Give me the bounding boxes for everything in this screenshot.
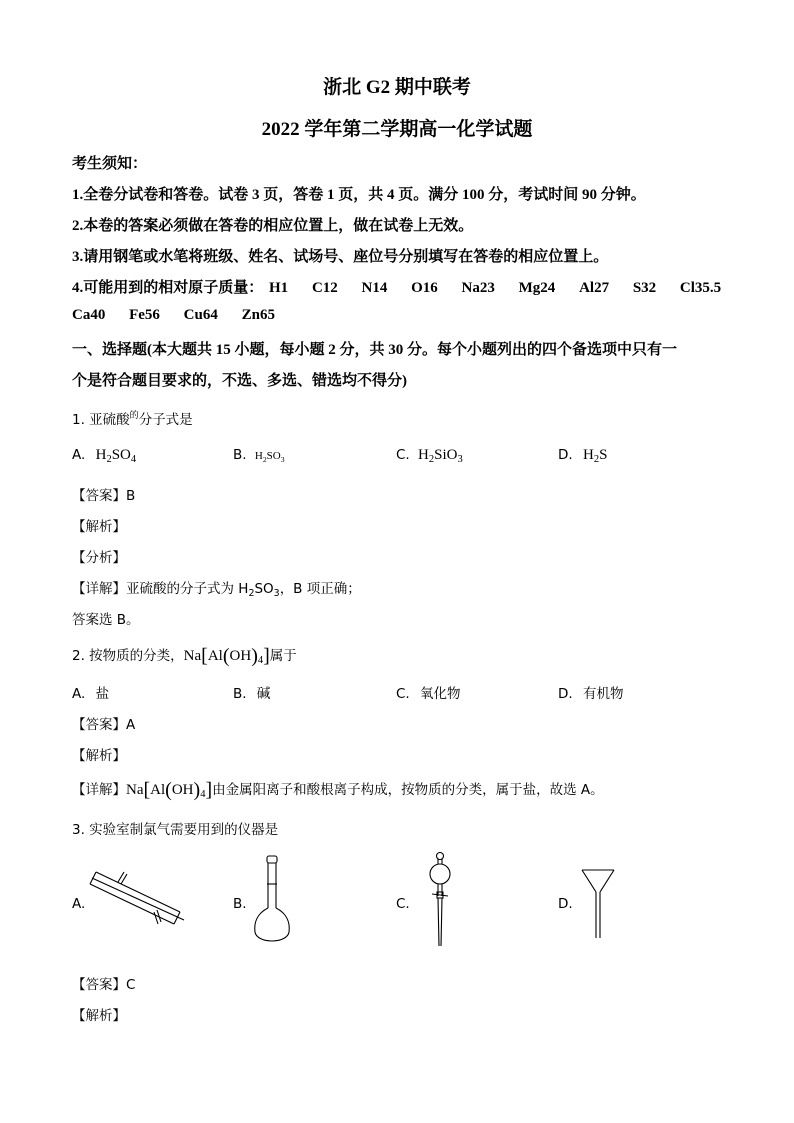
option-formula: $H_2S$ (582, 447, 608, 465)
q1-option-b (233, 447, 285, 464)
q2-stem-end: 属于 (269, 648, 297, 664)
section-heading-line1: 一、选择题(本大题共 15 小题，每小题 2 分，共 30 分。每个小题列出的四个备选项中只有一 (72, 342, 677, 358)
atomic-mass-o: O16 (411, 280, 438, 296)
atomic-mass-cu: Cu64 (183, 307, 218, 323)
atomic-mass-fe: Fe56 (129, 307, 160, 323)
q1-conclusion: 答案选 B。 (72, 612, 140, 628)
option-formula: $H_2SO_3$ (254, 450, 285, 464)
condenser-icon (88, 868, 192, 932)
q2-option-a: A. 盐 (72, 686, 110, 702)
notice-item-2: 2.本卷的答案必须做在答卷的相应位置上，做在试卷上无效。 (72, 218, 474, 234)
q1-analysis: 【解析】 (72, 519, 126, 535)
q1-option-c (396, 447, 463, 465)
option-formula: $H_2SiO_3$ (418, 447, 463, 465)
q3-option-b-label: B. (233, 896, 247, 912)
atomic-mass-al: Al27 (579, 280, 610, 296)
q2-option-c: C. 氧化物 (396, 686, 461, 702)
section-heading-line2: 个是符合题目要求的，不选、多选、错选均不得分) (72, 373, 407, 389)
q3-answer (72, 973, 135, 993)
notice-item-1: 1.全卷分试卷和答卷。试卷 3 页，答卷 1 页，共 4 页。满分 100 分，考试时间 90 分钟。 (72, 187, 646, 203)
detail-text: 亚硫酸的分子式为 H (126, 581, 249, 597)
option-formula: $H_2SO_4$ (95, 447, 137, 465)
q2-option-d: D. 有机物 (558, 686, 624, 702)
funnel-icon (580, 866, 616, 940)
q1-answer (72, 484, 135, 504)
exam-title: 浙北 G2 期中联考 (323, 77, 471, 98)
option-letter: B. (233, 447, 247, 463)
atomic-mass-c: C12 (311, 280, 338, 296)
notice-item-3: 3.请用钢笔或水笔将班级、姓名、试场号、座位号分别填写在答卷的相应位置上。 (72, 249, 609, 265)
atomic-mass-mg: Mg24 (518, 280, 556, 296)
q1-stem (72, 408, 193, 428)
exam-subtitle: 2022 学年第二学期高一化学试题 (261, 119, 533, 140)
atomic-mass-s: S32 (632, 280, 657, 296)
q2-answer (72, 713, 135, 733)
atomic-mass-zn: Zn65 (241, 307, 275, 323)
answer-value: B (126, 488, 136, 504)
q2-formula: $Na[Al(OH)_4]$ (183, 645, 270, 667)
q3-option-d-label: D. (558, 896, 573, 912)
detail-text: 由金属阳离子和酸根离子构成，按物质的分类，属于盐，故选 A。 (212, 782, 604, 798)
answer-value: A (126, 717, 136, 733)
q2-analysis: 【解析】 (72, 748, 126, 764)
answer-value: C (126, 977, 136, 993)
q2-stem-text: 2. 按物质的分类， (72, 648, 184, 664)
q1-option-a (72, 447, 136, 465)
answer-label: 【答案】 (72, 977, 126, 993)
q2-detail-formula: $Na[Al(OH)_4]$ (126, 779, 213, 801)
separatory-funnel-icon (426, 850, 454, 950)
atomic-mass-h: H1 (269, 280, 289, 296)
q3-stem: 3. 实验室制氯气需要用到的仪器是 (72, 822, 279, 838)
q3-analysis: 【解析】 (72, 1008, 126, 1024)
q2-stem (72, 644, 297, 668)
q1-stem-de: 的 (129, 411, 139, 421)
notice-heading: 考生须知： (72, 156, 148, 172)
q1-stem-text-end: 分子式是 (138, 412, 193, 428)
option-letter: C. (396, 447, 410, 463)
notice-item-4-cont (72, 307, 275, 324)
atomic-mass-label: 4.可能用到的相对原子质量： (72, 280, 264, 296)
q2-option-b: B. 碱 (233, 686, 271, 702)
atomic-mass-n: N14 (361, 280, 388, 296)
atomic-mass-cl: Cl35.5 (679, 280, 722, 296)
atomic-mass-na: Na23 (461, 280, 495, 296)
detail-label: 【详解】 (72, 581, 126, 597)
q3-option-c-label: C. (396, 896, 410, 912)
answer-label: 【答案】 (72, 488, 126, 504)
q1-stem-text: 1. 亚硫酸 (72, 412, 130, 428)
q1-detail: 【详解】亚硫酸的分子式为 $H_2SO_3$，B 项正确； (72, 581, 361, 599)
option-letter: A. (72, 447, 86, 463)
q1-fenxi: 【分析】 (72, 550, 126, 566)
q1-option-d (558, 447, 607, 465)
answer-label: 【答案】 (72, 717, 126, 733)
notice-item-4 (72, 276, 721, 297)
volumetric-flask-icon (252, 854, 292, 950)
q2-detail (72, 778, 604, 802)
q3-option-a-label: A. (72, 896, 86, 912)
option-letter: D. (558, 447, 573, 463)
detail-label: 【详解】 (72, 782, 126, 798)
atomic-mass-ca: Ca40 (72, 307, 106, 323)
